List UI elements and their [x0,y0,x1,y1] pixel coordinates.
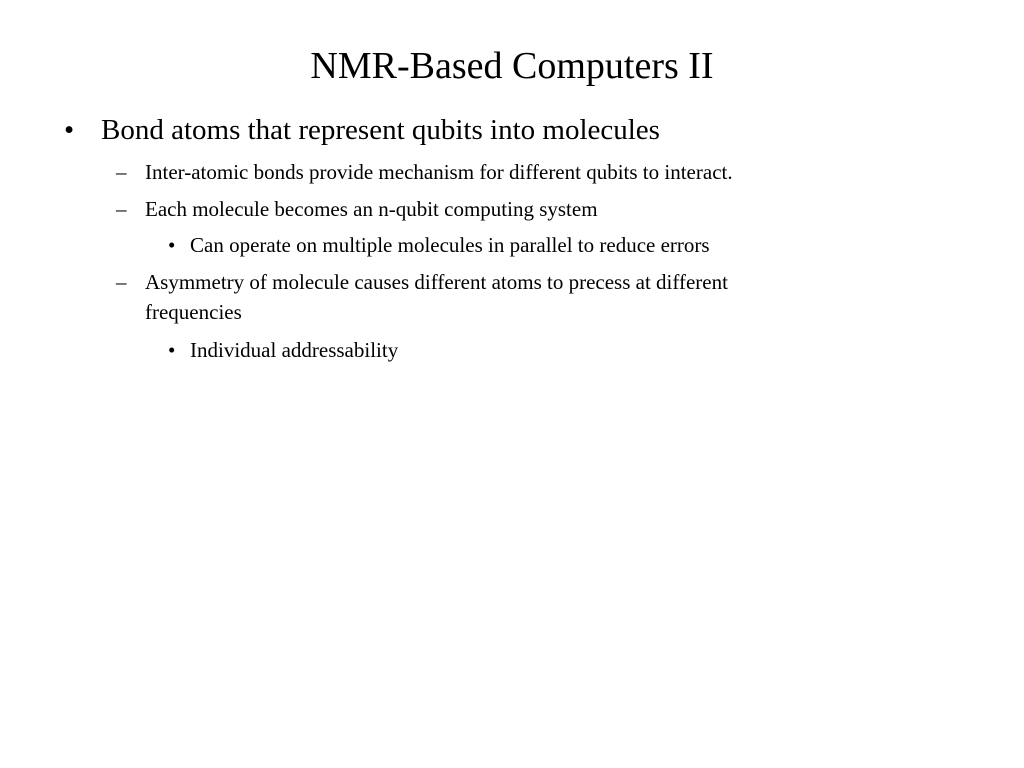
bullet-marker: • [168,338,176,362]
dash-marker: – [116,160,127,184]
bullet-marker: • [64,114,75,146]
bullet-marker: • [168,233,176,257]
slide-title: NMR-Based Computers II [310,45,714,87]
sub-bullet-text-line2: frequencies [145,300,242,324]
bullet-main-text: Bond atoms that represent qubits into molecules [101,114,660,146]
dash-marker: – [116,270,127,294]
sub-sub-bullet-text: Individual addressability [190,338,399,362]
sub-bullet-text: Each molecule becomes an n-qubit computing system [145,197,598,221]
sub-sub-bullet-text: Can operate on multiple molecules in parallel to reduce errors [190,233,710,257]
sub-bullet-text-line1: Asymmetry of molecule causes different atoms to precess at different [145,270,728,294]
sub-bullet-text: Inter-atomic bonds provide mechanism for different qubits to interact. [145,160,733,184]
dash-marker: – [116,197,127,221]
